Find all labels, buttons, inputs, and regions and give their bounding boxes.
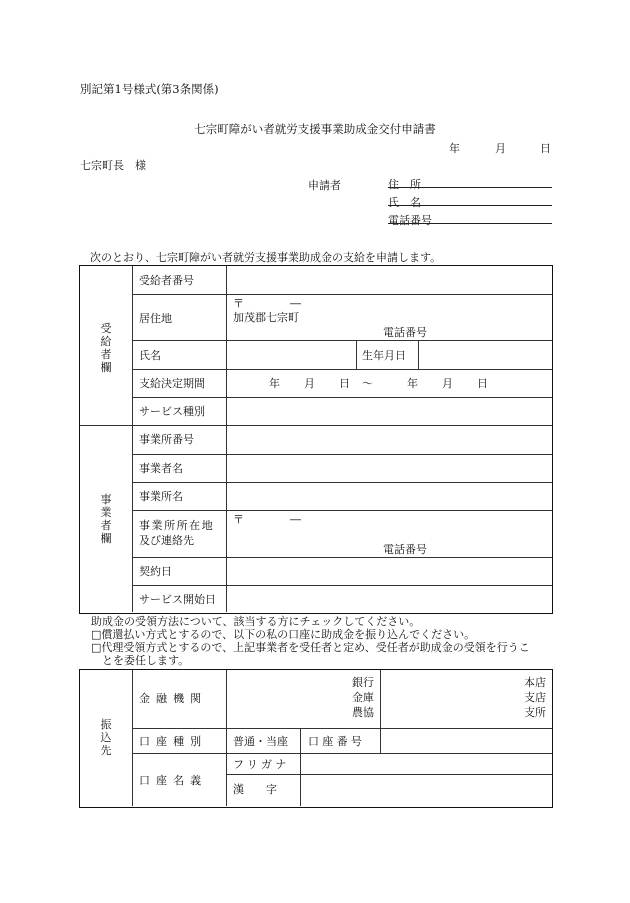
residence-label: 居住地 xyxy=(139,312,172,325)
office-postal-dash: ― xyxy=(290,513,301,526)
proxy-receipt-option-cont: とを委任します。 xyxy=(102,654,190,667)
furigana-label: フリガナ xyxy=(233,758,290,771)
service-start-label: サービス開始日 xyxy=(139,593,216,606)
office-postal-mark: 〒 xyxy=(233,513,244,526)
applicant-phone-line[interactable] xyxy=(388,223,552,224)
reimbursement-option[interactable]: □償還払い方式とするので、以下の私の口座に助成金を振り込んでください。 xyxy=(91,628,476,641)
applicant-name-line[interactable] xyxy=(388,205,552,206)
date-month-label: 月 xyxy=(495,142,506,155)
applicant-phone-label: 電話番号 xyxy=(388,214,432,227)
business-name-label: 事業者名 xyxy=(139,462,183,475)
bank-table xyxy=(79,669,553,808)
account-holder-label: 口座名義 xyxy=(139,774,208,787)
recipient-number-label: 受給者番号 xyxy=(139,274,194,287)
office-location-label: 事業所所在地 xyxy=(139,519,215,532)
recipient-section-label: 受給者欄 xyxy=(100,322,112,374)
applicant-name-label: 氏 名 xyxy=(388,196,421,209)
period-month2: 月 xyxy=(442,377,453,390)
residence-phone-label: 電話番号 xyxy=(383,326,427,339)
business-section-label: 事業者欄 xyxy=(100,493,112,545)
intro-text: 次のとおり、七宗町障がい者就労支援事業助成金の支給を申請します。 xyxy=(90,251,442,264)
office-phone-label: 電話番号 xyxy=(383,543,427,556)
account-type-label: 口座種別 xyxy=(139,735,208,748)
period-year2: 年 xyxy=(407,377,418,390)
applicant-address-label: 住 所 xyxy=(388,178,421,191)
account-type-value: 普通・当座 xyxy=(233,735,288,748)
kanji-label: 漢 字 xyxy=(233,783,277,796)
addressee: 七宗町長 様 xyxy=(80,159,146,172)
account-number-label: 口座番号 xyxy=(308,735,366,748)
office-contact-label: 及び連絡先 xyxy=(139,534,194,547)
period-day1: 日 xyxy=(339,377,350,390)
residence-town: 加茂郡七宗町 xyxy=(233,311,299,324)
office-number-label: 事業所番号 xyxy=(139,433,194,446)
date-year-label: 年 xyxy=(449,142,460,155)
shinkin-label: 金庫 xyxy=(352,691,374,704)
nokyo-label: 農協 xyxy=(352,706,374,719)
branch-label: 支所 xyxy=(524,706,546,719)
period-tilde: ～ xyxy=(362,377,373,390)
bank-label: 銀行 xyxy=(352,676,374,689)
contract-date-label: 契約日 xyxy=(139,565,172,578)
bank-section-label: 振込先 xyxy=(100,718,112,757)
residence-postal-mark: 〒 xyxy=(233,297,244,310)
date-day-label: 日 xyxy=(540,142,551,155)
period-label: 支給決定期間 xyxy=(139,377,205,390)
main-table xyxy=(79,265,553,614)
period-year1: 年 xyxy=(269,377,280,390)
document-title: 七宗町障がい者就労支援事業助成金交付申請書 xyxy=(194,122,436,136)
payment-method-instruction: 助成金の受領方法について、該当する方にチェックしてください。 xyxy=(91,615,421,628)
branch-office-label: 支店 xyxy=(524,691,546,704)
birthdate-label: 生年月日 xyxy=(362,349,406,362)
period-day2: 日 xyxy=(477,377,488,390)
proxy-receipt-option[interactable]: □代理受領方式とするので、上記事業者を受任者と定め、受任者が助成金の受領を行うこ xyxy=(91,641,530,654)
applicant-address-line[interactable] xyxy=(388,187,552,188)
financial-institution-label: 金融機関 xyxy=(139,692,208,705)
name-label: 氏名 xyxy=(139,349,161,362)
period-month1: 月 xyxy=(304,377,315,390)
applicant-label: 申請者 xyxy=(308,179,341,192)
office-name-label: 事業所名 xyxy=(139,490,183,503)
service-type-label: サービス種別 xyxy=(139,405,205,418)
form-reference: 別記第1号様式(第3条関係) xyxy=(80,82,219,96)
head-office-label: 本店 xyxy=(524,676,546,689)
residence-postal-dash: ― xyxy=(290,297,301,310)
